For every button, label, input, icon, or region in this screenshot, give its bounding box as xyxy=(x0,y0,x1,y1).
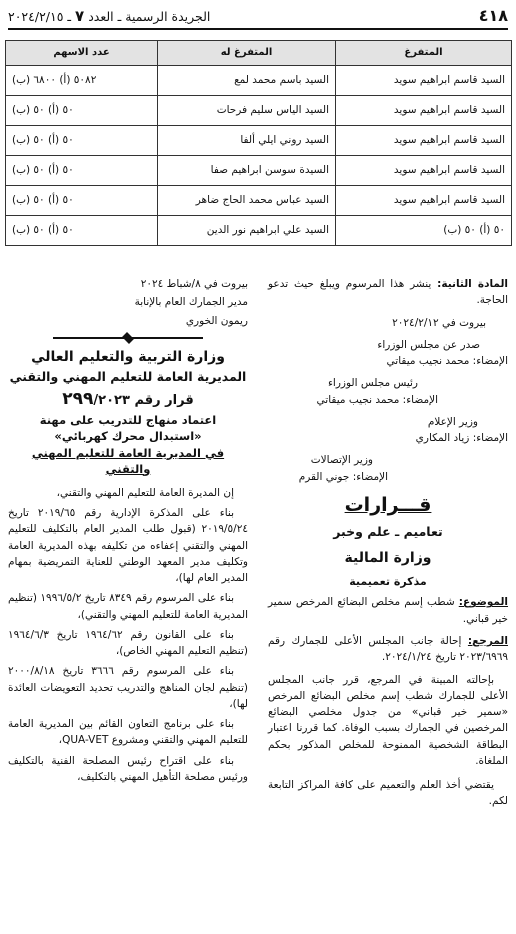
decision-paragraph: بناء على المرسوم رقم ٨٣٤٩ تاريخ ١٩٩٦/٥/٢ (تنظيم المديرية العامة للتعليم المهني والتقني)، xyxy=(8,592,248,621)
decisions-section-title: قـــرارات xyxy=(344,493,432,516)
share-count: ٥٠ (أ) ٥٠ (ب) xyxy=(12,164,74,177)
table-cell: السيد قاسم ابراهيم سويد xyxy=(336,186,512,216)
table-row xyxy=(6,216,512,246)
reference-text: إحالة جانب المجلس الأعلى للجمارك رقم ٢٠٢٣/٦٩٦٩ تاريخ ٢٠٢٤/١/٢٤. xyxy=(268,635,508,664)
decision-paragraph: بناء على القانون رقم ١٩٦٤/٦٢ تاريخ ١٩٦٤/٦/٣ (تنظيم التعليم المهني الخاص)، xyxy=(8,628,248,658)
memo-closing: يقتضي أخذ العلم والتعميم على كافة المراكز التابعة لكم. xyxy=(268,779,508,808)
memo-reference xyxy=(268,633,508,666)
signature-title: صدر عن مجلس الوزراء xyxy=(377,338,480,351)
decision-paragraph: بناء على اقتراح رئيس المصلحة الفنية بالتكليف ورئيس مصلحة التأهيل المهني بالتكليف، xyxy=(8,754,248,783)
left-column xyxy=(8,276,248,785)
share-transfer-table xyxy=(5,40,512,246)
signature-title: وزير الإتصالات xyxy=(310,454,373,467)
decision-prefix: قرار رقم xyxy=(134,392,194,408)
table-row xyxy=(6,66,512,96)
decision-paragraph: بناء على برنامج التعاون القائم بين المديرية العامة للتعليم المهني والتقني ومشروع QUA-VET، xyxy=(8,718,248,747)
customs-signer-title: مدير الجمارك العام بالإنابة xyxy=(134,296,248,309)
signatures-block xyxy=(268,315,508,485)
decision-subject: اعتماد منهاج للتدريب على مهنة xyxy=(39,413,217,428)
signature-title: رئيس مجلس الوزراء xyxy=(327,377,418,390)
memo-title: مذكرة تعميمية xyxy=(349,575,427,589)
signature-title: وزير الإعلام xyxy=(427,415,478,428)
table-cell: السيد قاسم ابراهيم سويد xyxy=(336,96,512,126)
column-header-transferee: المتفرغ له xyxy=(158,41,336,66)
decree-place-date: بيروت في ٢٠٢٤/٢/١٢ xyxy=(392,316,486,329)
article-two xyxy=(268,276,508,309)
decision-number: ٢٩٩ xyxy=(62,388,94,409)
article-two-label: المادة الثانية: xyxy=(437,278,508,290)
table-cell xyxy=(6,66,158,96)
decision-paragraph: بناء على المرسوم رقم ٣٦٦٦ تاريخ ٢٠٠٠/٨/١٨ (تنظيم لجان المناهج والتدريب تحديد التعويضات العائدة لها)، xyxy=(8,665,248,710)
signature-line: الإمضاء: جوني القرم xyxy=(298,470,388,483)
decision-number-line xyxy=(8,386,248,412)
table-row xyxy=(6,156,512,186)
table-cell: ٥٠ (أ) ٥٠ (ب) xyxy=(336,216,512,246)
table-cell: السيد قاسم ابراهيم سويد xyxy=(336,126,512,156)
table-header-row xyxy=(6,41,512,66)
signature-line: الإمضاء: محمد نجيب ميقاتي xyxy=(386,355,508,368)
decision-subject: «استبدال محرك كهربائي» xyxy=(54,429,202,444)
education-ministry-title: وزارة التربية والتعليم العالي xyxy=(31,348,225,365)
table-row xyxy=(6,96,512,126)
table-cell xyxy=(6,96,158,126)
journal-name: الجريدة الرسمية ـ العدد xyxy=(88,9,211,24)
decision-year: /٢٠٢٣ xyxy=(93,392,130,408)
article-two-text: ينشر هذا المرسوم ويبلغ حيث تدعو الحاجة. xyxy=(268,278,508,307)
section-divider xyxy=(53,333,203,343)
table-row xyxy=(6,186,512,216)
memo-subject xyxy=(268,594,508,627)
directorate-title: المديرية العامة للتعليم المهني والتقني xyxy=(9,369,247,385)
share-count: ٥٠ (أ) ٥٠ (ب) xyxy=(12,224,74,237)
customs-place-date: بيروت في ٨/شباط ٢٠٢٤ xyxy=(140,278,248,290)
table-cell xyxy=(6,126,158,156)
column-header-transferor: المتفرغ xyxy=(336,41,512,66)
table-row xyxy=(6,126,512,156)
subject-label: الموضوع: xyxy=(458,596,509,609)
table-cell xyxy=(6,156,158,186)
share-count: ٥٠ (أ) ٥٠ (ب) xyxy=(12,134,74,147)
table-cell: السيد روني ايلي ألفا xyxy=(158,126,336,156)
table-cell: السيدة سوسن ابراهيم صفا xyxy=(158,156,336,186)
circulars-section-title: تعاميم ـ علم وخبر xyxy=(333,524,443,540)
table-cell xyxy=(6,216,158,246)
decision-paragraph: إن المديرة العامة للتعليم المهني والتقني، xyxy=(56,486,234,499)
table-cell: السيد عباس محمد الحاج ضاهر xyxy=(158,186,336,216)
decision-subject: في المديرية العامة للتعليم المهني والتقني xyxy=(31,445,225,476)
signature-line: الإمضاء: محمد نجيب ميقاتي xyxy=(316,393,438,406)
decision-paragraph: بناء على المذكرة الإدارية رقم ٢٠١٩/٦٥ تاريخ ٢٠١٩/٥/٢٤ (قبول طلب المدير العام بالتكليف للتعليم المهني والتقني إعفاءه من تكليفه بهذه المديرية العامة وتكليف مدير المعهد الوطني للعناية التمريضية بمهام المدير العام لها)، xyxy=(8,506,248,585)
customs-signer-name: ريمون الخوري xyxy=(185,314,248,327)
column-header-shares: عدد الاسهم xyxy=(6,41,158,66)
issue-date: ـ ٢٠٢٤/٢/١٥ xyxy=(8,9,72,24)
page-number: ٤١٨ xyxy=(478,6,508,25)
issue-number: ٧ xyxy=(75,7,85,25)
share-count: ٥٠٨٢ (أ) ٦٨٠٠ (ب) xyxy=(12,74,97,87)
table-cell: السيد قاسم ابراهيم سويد xyxy=(336,156,512,186)
share-count: ٥٠ (أ) ٥٠ (ب) xyxy=(12,104,74,117)
signature-line: الإمضاء: زياد المكاري xyxy=(415,432,508,445)
table-cell: السيد قاسم ابراهيم سويد xyxy=(336,66,512,96)
table-cell xyxy=(6,186,158,216)
share-count: ٥٠ (أ) ٥٠ (ب) xyxy=(12,194,74,207)
subject-text: شطب إسم مخلص البضائع المرخص سمير خير قباني. xyxy=(268,596,508,625)
page-header xyxy=(8,6,508,30)
finance-ministry-title: وزارة المالية xyxy=(344,549,432,566)
right-column xyxy=(268,276,508,810)
table-cell: السيد الياس سليم فرحات xyxy=(158,96,336,126)
table-cell: السيد باسم محمد لمع xyxy=(158,66,336,96)
table-cell: السيد علي ابراهيم نور الدين xyxy=(158,216,336,246)
journal-title xyxy=(8,7,210,26)
memo-body: بإحالته المبينة في المرجع، قرر جانب المجلس الأعلى للجمارك شطب إسم مخلص البضائع المرخص «سمير خير قباني» من جدول مخلصي البضائع المرخصين في الجمارك بسبب الوفاة. كما قررنا اعتبار البطاقة الشخصية الممنوحة للمخلص المذكور بحكم الملغاة. xyxy=(268,673,508,767)
reference-label: المرجع: xyxy=(467,635,508,647)
